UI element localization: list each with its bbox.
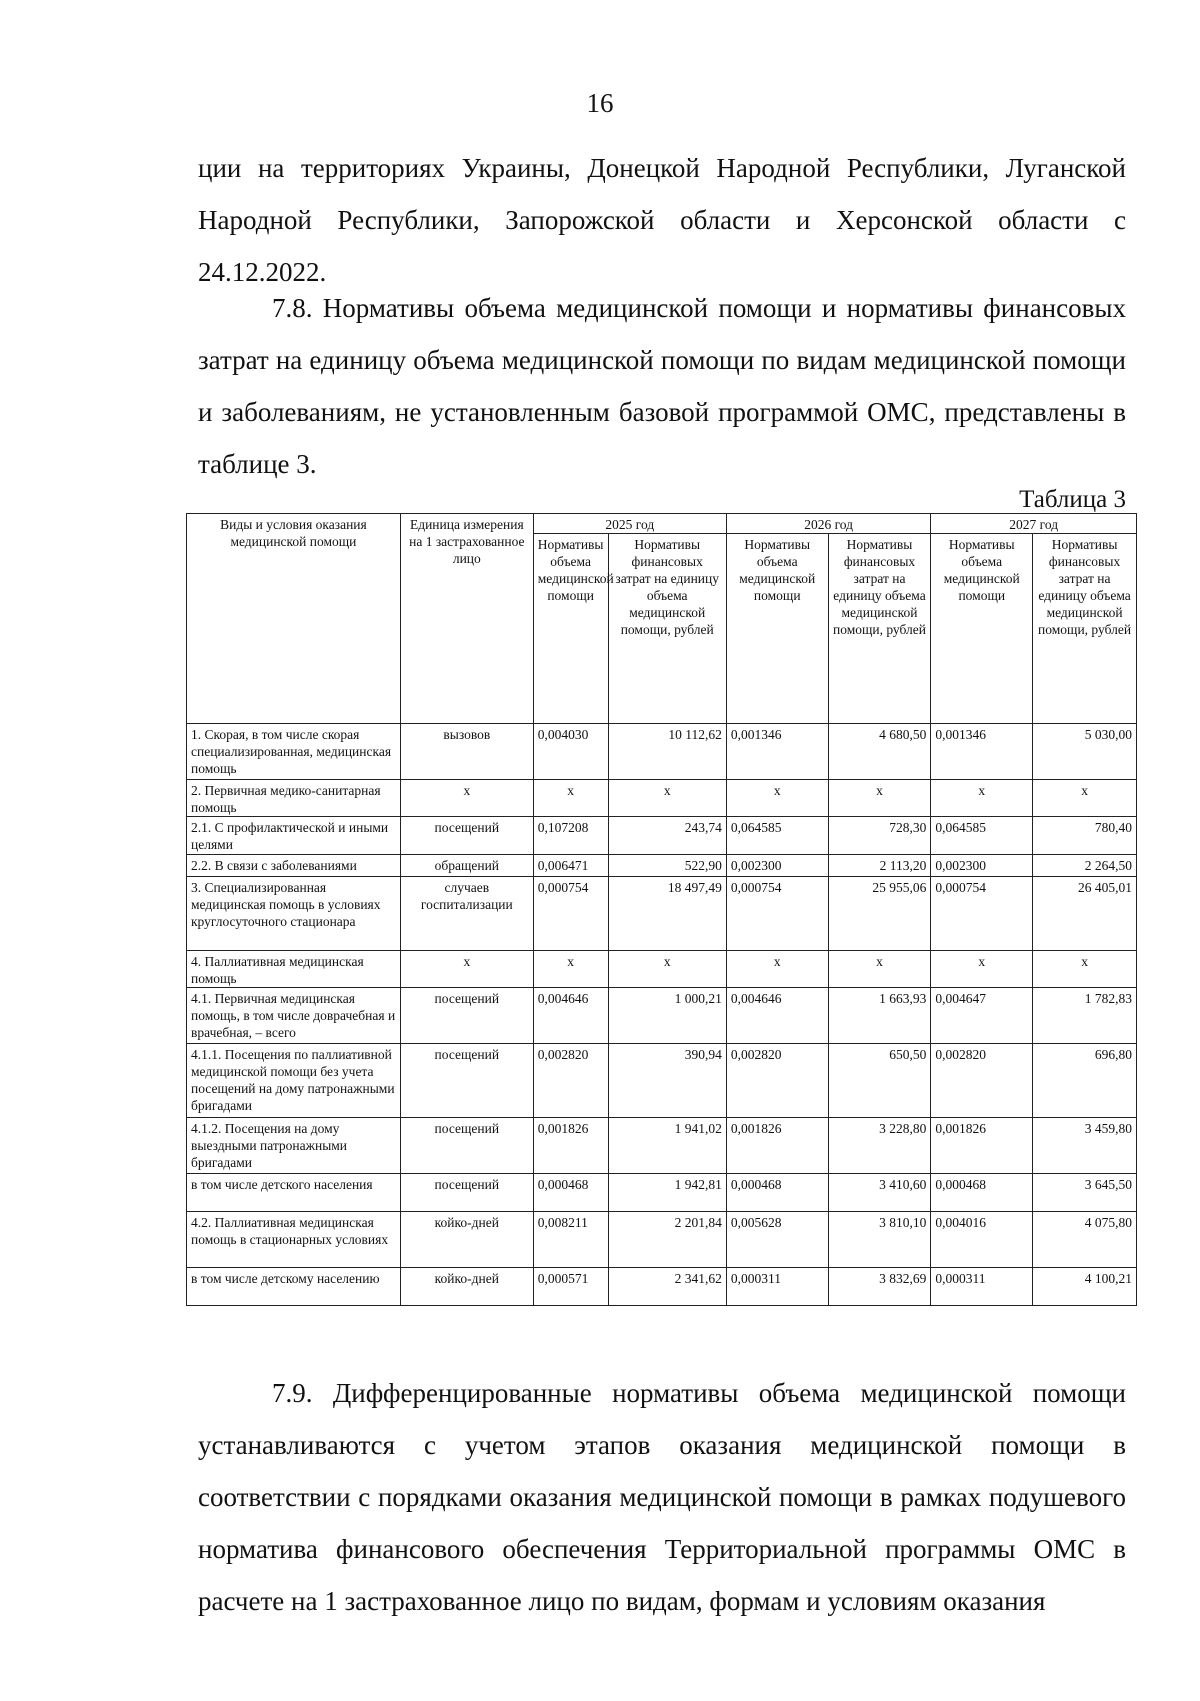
header-volume-2027: Нормативы объема медицинской помощи [931,534,1033,724]
row-cost-2025: 2 341,62 [608,1268,726,1306]
row-cost-2025: 10 112,62 [608,724,726,780]
row-cost-2025: х [608,780,726,817]
row-unit: койко-дней [400,1268,533,1306]
row-volume-2027: 0,064585 [931,817,1033,855]
row-cost-2027: 4 100,21 [1033,1268,1137,1306]
row-cost-2026: 3 810,10 [828,1212,931,1268]
row-volume-2027: х [931,951,1033,988]
row-cost-2026: 1 663,93 [828,988,931,1044]
row-cost-2027: 696,80 [1033,1044,1137,1118]
header-cost-2027: Нормативы финансовых затрат на единицу объема медицинской помощи, рублей [1033,534,1137,724]
row-cost-2027: 26 405,01 [1033,877,1137,951]
row-volume-2027: 0,001826 [931,1118,1033,1174]
table-row [187,724,1137,780]
row-volume-2025: 0,107208 [533,817,608,855]
row-cost-2026: 650,50 [828,1044,931,1118]
row-volume-2027: 0,004016 [931,1212,1033,1268]
row-volume-2025: х [533,780,608,817]
row-name: 2.2. В связи с заболеваниями [187,855,401,877]
norms-table [186,513,1137,1306]
row-name: 4.1.2. Посещения на дому выездными патронажными бригадами [187,1118,401,1174]
row-volume-2026: 0,000468 [726,1174,828,1212]
header-year-2027: 2027 год [931,514,1137,534]
row-cost-2027: 4 075,80 [1033,1212,1137,1268]
header-cost-2026: Нормативы финансовых затрат на единицу объема медицинской помощи, рублей [828,534,931,724]
row-cost-2027: х [1033,951,1137,988]
table-row [187,855,1137,877]
table-row [187,988,1137,1044]
row-cost-2026: 3 410,60 [828,1174,931,1212]
paragraph-7-8: 7.8. Нормативы объема медицинской помощи и нормативы финансовых затрат на единицу объема медицинской помощи по видам медицинской помощи и заболеваниям, не установленным базовой программой ОМС, представлены в таблице 3. [198,293,1126,479]
row-cost-2026: 3 228,80 [828,1118,931,1174]
row-cost-2026: х [828,951,931,988]
row-cost-2026: х [828,780,931,817]
row-volume-2026: х [726,780,828,817]
row-cost-2027: 1 782,83 [1033,988,1137,1044]
table-row [187,1118,1137,1174]
row-cost-2027: 780,40 [1033,817,1137,855]
row-volume-2025: 0,000754 [533,877,608,951]
row-cost-2025: х [608,951,726,988]
row-cost-2026: 728,30 [828,817,931,855]
row-volume-2027: 0,000754 [931,877,1033,951]
row-unit: обращений [400,855,533,877]
row-name: в том числе детскому населению [187,1268,401,1306]
row-unit: посещений [400,1174,533,1212]
row-unit: посещений [400,1044,533,1118]
table-caption: Таблица 3 [1019,486,1126,513]
header-volume-2026: Нормативы объема медицинской помощи [726,534,828,724]
row-name: 4. Паллиативная медицинская помощь [187,951,401,988]
page-number: 16 [586,88,614,118]
row-volume-2025: 0,004030 [533,724,608,780]
row-unit: посещений [400,988,533,1044]
row-volume-2027: 0,004647 [931,988,1033,1044]
row-volume-2026: 0,000754 [726,877,828,951]
row-cost-2025: 18 497,49 [608,877,726,951]
row-volume-2027: 0,000311 [931,1268,1033,1306]
row-volume-2025: 0,004646 [533,988,608,1044]
table-row [187,877,1137,951]
row-cost-2025: 2 201,84 [608,1212,726,1268]
row-unit: койко-дней [400,1212,533,1268]
header-cost-2025: Нормативы финансовых затрат на единицу объема медицинской помощи, рублей [608,534,726,724]
row-cost-2027: 2 264,50 [1033,855,1137,877]
row-volume-2026: 0,064585 [726,817,828,855]
row-name: 1. Скорая, в том числе скорая специализированная, медицинская помощь [187,724,401,780]
header-unit: Единица измерения на 1 застрахованное лицо [400,514,533,724]
table-row [187,1044,1137,1118]
row-cost-2025: 1 000,21 [608,988,726,1044]
paragraph-7-9: 7.9. Дифференцированные нормативы объема медицинской помощи устанавливаются с учетом этапов оказания медицинской помощи в соответствии с порядками оказания медицинской помощи в рамках подушевого норматива финансового обеспечения Территориальной программы ОМС в расчете на 1 застрахованное лицо по видам, формам и условиям оказания [198,1378,1126,1616]
row-volume-2027: 0,001346 [931,724,1033,780]
table-row [187,1268,1137,1306]
row-volume-2025: 0,008211 [533,1212,608,1268]
row-volume-2027: х [931,780,1033,817]
row-name: 4.1.1. Посещения по паллиативной медицинской помощи без учета посещений на дому патронажными бригадами [187,1044,401,1118]
table-row [187,817,1137,855]
header-volume-2025: Нормативы объема медицинской помощи [533,534,608,724]
row-cost-2025: 522,90 [608,855,726,877]
row-cost-2027: х [1033,780,1137,817]
row-volume-2025: 0,006471 [533,855,608,877]
header-year-2025: 2025 год [533,514,726,534]
row-cost-2026: 3 832,69 [828,1268,931,1306]
row-name: 4.1. Первичная медицинская помощь, в том числе доврачебная и врачебная, – всего [187,988,401,1044]
row-name: 3. Специализированная медицинская помощь в условиях круглосуточного стационара [187,877,401,951]
row-unit: посещений [400,817,533,855]
row-volume-2026: 0,004646 [726,988,828,1044]
row-volume-2025: х [533,951,608,988]
row-volume-2026: 0,001346 [726,724,828,780]
row-unit: случаев госпитализации [400,877,533,951]
row-name: в том числе детского населения [187,1174,401,1212]
row-volume-2025: 0,002820 [533,1044,608,1118]
row-volume-2026: 0,005628 [726,1212,828,1268]
table-row [187,1212,1137,1268]
row-volume-2027: 0,002820 [931,1044,1033,1118]
row-cost-2026: 25 955,06 [828,877,931,951]
row-volume-2027: 0,000468 [931,1174,1033,1212]
table-header-row [187,514,1137,534]
row-unit: вызовов [400,724,533,780]
row-volume-2026: 0,001826 [726,1118,828,1174]
row-volume-2025: 0,000468 [533,1174,608,1212]
row-volume-2026: 0,000311 [726,1268,828,1306]
paragraph-continuation: ции на территориях Украины, Донецкой Народной Республики, Луганской Народной Республики, Запорожской области и Херсонской области с 24.12.2022. [198,153,1126,287]
row-unit: х [400,951,533,988]
row-volume-2025: 0,000571 [533,1268,608,1306]
row-name: 2. Первичная медико-санитарная помощь [187,780,401,817]
row-volume-2025: 0,001826 [533,1118,608,1174]
row-volume-2026: 0,002300 [726,855,828,877]
row-cost-2025: 1 941,02 [608,1118,726,1174]
table-row [187,1174,1137,1212]
row-volume-2026: х [726,951,828,988]
row-cost-2025: 1 942,81 [608,1174,726,1212]
row-unit: посещений [400,1118,533,1174]
header-type: Виды и условия оказания медицинской помощи [187,514,401,724]
header-year-2026: 2026 год [726,514,931,534]
row-cost-2025: 390,94 [608,1044,726,1118]
row-volume-2026: 0,002820 [726,1044,828,1118]
row-cost-2027: 3 645,50 [1033,1174,1137,1212]
row-name: 4.2. Паллиативная медицинская помощь в стационарных условиях [187,1212,401,1268]
row-name: 2.1. С профилактической и иными целями [187,817,401,855]
row-cost-2025: 243,74 [608,817,726,855]
table-row [187,780,1137,817]
row-cost-2026: 2 113,20 [828,855,931,877]
row-cost-2027: 3 459,80 [1033,1118,1137,1174]
row-volume-2027: 0,002300 [931,855,1033,877]
row-cost-2027: 5 030,00 [1033,724,1137,780]
row-unit: х [400,780,533,817]
row-cost-2026: 4 680,50 [828,724,931,780]
table-row [187,951,1137,988]
